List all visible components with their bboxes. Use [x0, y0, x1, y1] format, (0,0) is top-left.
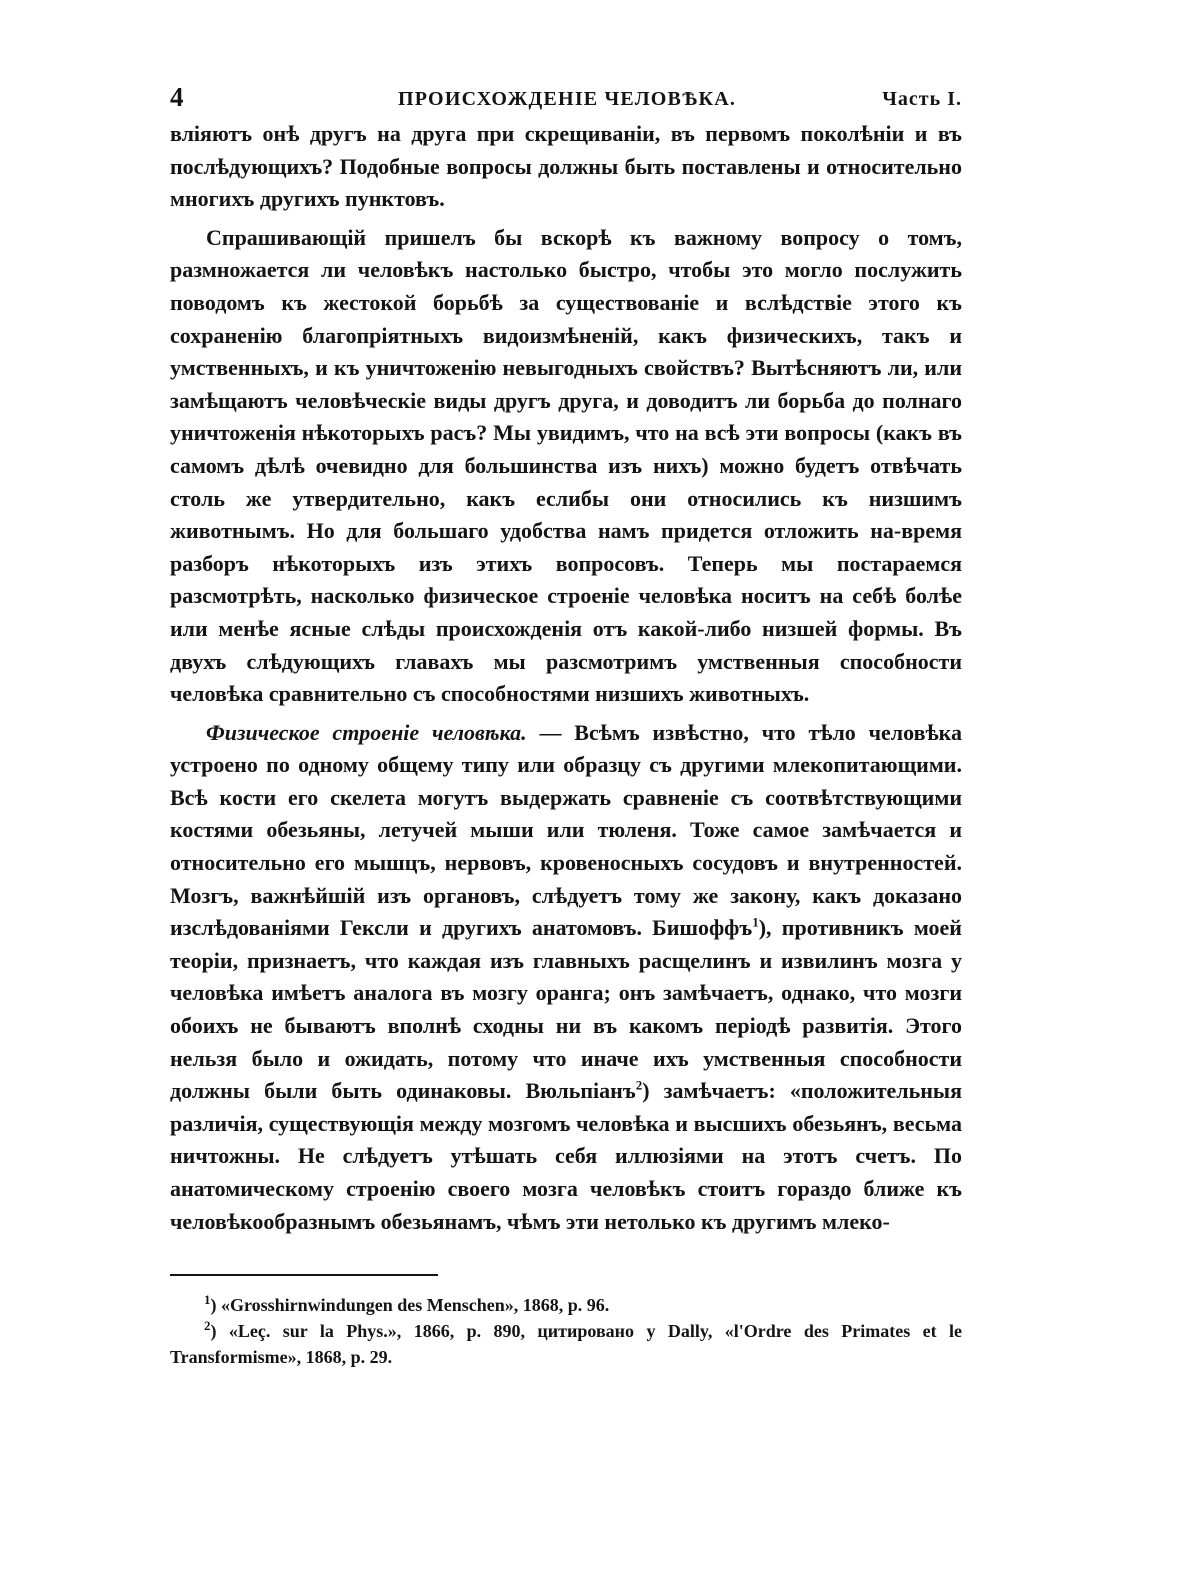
main-text [170, 118, 962, 1238]
footnotes [170, 1292, 962, 1370]
footnote-divider [170, 1262, 962, 1292]
footnote-ref-2: 2 [635, 1077, 643, 1093]
page-header [170, 78, 962, 118]
book-page [170, 78, 962, 1370]
footnote-1-mark: 1 [204, 1292, 211, 1308]
paragraph-3-text-a: — Всѣмъ извѣстно, что тѣло человѣка устроено по одному общему типу или образцу съ другими млекопитающими. Всѣ кости его скелета могутъ выдержать сравненіе съ соотвѣтствующими костями обезьяны, летучей мыши или тюленя. Тоже самое замѣчается и относительно его мышцъ, нервовъ, кровеносныхъ сосудовъ и внутренностей. Мозгъ, важнѣйшій изъ органовъ, слѣдуетъ тому же закону, какъ доказано изслѣдованіями Гексли и другихъ анатомовъ. Бишоффъ [170, 719, 963, 941]
section-heading: Физическое строеніе человѣка. [206, 719, 527, 745]
part-label: Часть I. [882, 88, 962, 110]
page-number: 4 [170, 82, 185, 112]
footnote-1 [170, 1292, 962, 1318]
paragraph-2: Спрашивающій пришелъ бы вскорѣ къ важному вопросу о томъ, размножается ли человѣкъ настолько быстро, чтобы это могло послужить поводомъ къ жестокой борьбѣ за существованіе и вслѣдствіе этого къ сохраненію благопріятныхъ видоизмѣненій, какъ физическихъ, такъ и умственныхъ, и къ уничтоженію невыгодныхъ свойствъ? Вытѣсняютъ ли, или замѣщаютъ человѣческіе виды другъ друга, и доводитъ ли борьба до полнаго уничтоженія нѣкоторыхъ расъ? Мы увидимъ, что на всѣ эти вопросы (какъ въ самомъ дѣлѣ очевидно для большинства изъ нихъ) можно будетъ отвѣчать столь же утвердительно, какъ еслибы они относились къ низшимъ животнымъ. Но для большаго удобства намъ придется отложить на-время разборъ нѣкоторыхъ изъ этихъ вопросовъ. Теперь мы постараемся разсмотрѣть, насколько физическое строеніе человѣка носитъ на себѣ болѣе или менѣе ясные слѣды происхожденія отъ какой-либо низшей формы. Въ двухъ слѣдующихъ главахъ мы разсмотримъ умственныя способности человѣка сравнительно съ способностями низшихъ животныхъ. [170, 224, 962, 707]
paragraph-3-text-b: ), противникъ моей теоріи, признаетъ, что каждая изъ главныхъ расщелинъ и извилинъ мозга у человѣка имѣетъ аналога въ мозгу оранга; онъ замѣчаетъ, однако, что мозги обоихъ не бываютъ вполнѣ сходны ни въ какомъ періодѣ развитія. Этого нельзя было и ожидать, потому что иначе ихъ умственныя способности должны были быть одинаковы. Вюльпіанъ [170, 915, 962, 1104]
paragraph-3 [170, 717, 962, 1239]
running-title: ПРОИСХОЖДЕНІЕ ЧЕЛОВѢКА. [398, 88, 737, 110]
paragraph-3-text-c: ) замѣчаетъ: «положительныя различія, существующія между мозгомъ человѣка и высшихъ обезьянъ, весьма ничтожны. Не слѣдуетъ утѣшать себя иллюзіями на этотъ счетъ. По анатомическому строенію своего мозга человѣкъ стоитъ гораздо ближе къ человѣкообразнымъ обезьянамъ, чѣмъ эти нетолько къ другимъ млеко- [170, 1078, 962, 1234]
footnote-1-text: ) «Grosshirnwindungen des Menschen», 1868, p. 96. [210, 1295, 610, 1316]
footnote-ref-1: 1 [752, 914, 759, 930]
footnote-rule [170, 1274, 438, 1276]
footnote-2-mark: 2 [204, 1318, 211, 1334]
footnote-2 [170, 1318, 962, 1370]
footnote-2-text: ) «Leç. sur la Phys.», 1866, p. 890, цитировано у Dally, «l'Ordre des Primates et le Transformisme», 1868, p. 29. [170, 1321, 962, 1368]
paragraph-1: вліяютъ онѣ другъ на друга при скрещиваніи, въ первомъ поколѣніи и въ послѣдующихъ? Подобные вопросы должны быть поставлены и относительно многихъ другихъ пунктовъ. [170, 121, 962, 212]
